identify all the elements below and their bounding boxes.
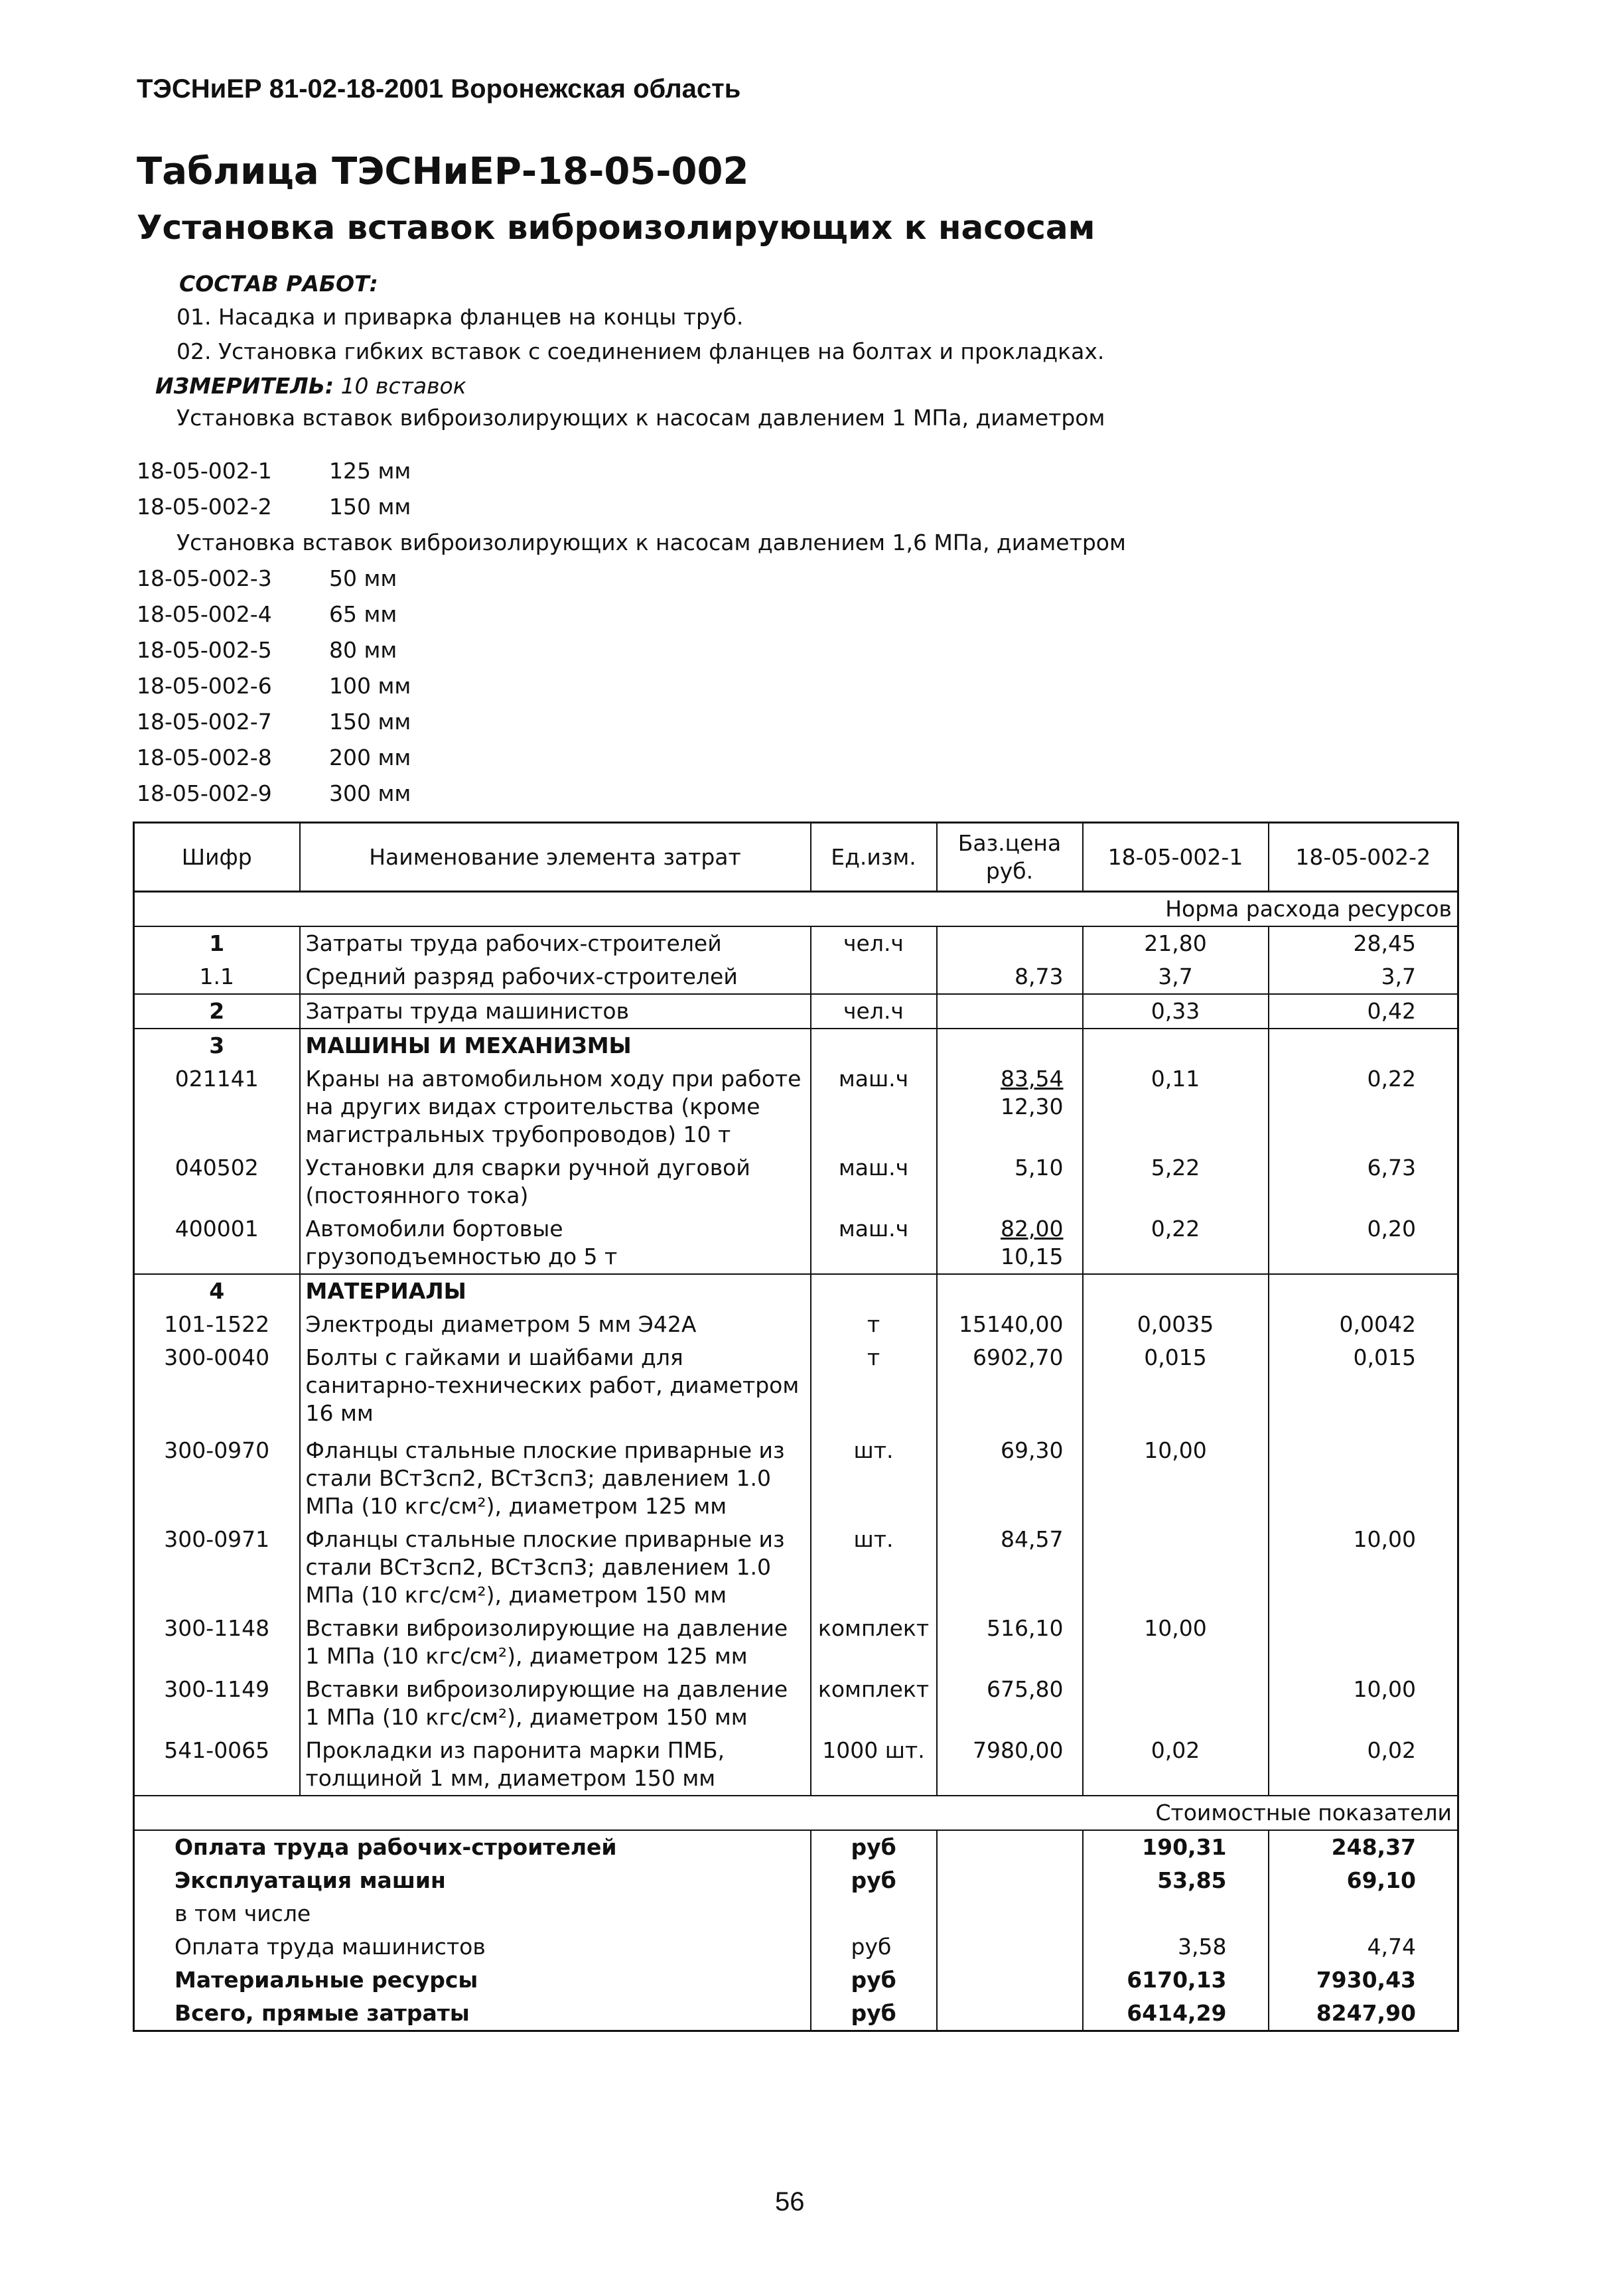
row-name: Краны на автомобильном ходу при работе на других видах строительства (кроме магистральных трубопроводов) 10 т — [300, 1062, 811, 1151]
row-price — [937, 994, 1083, 1029]
row-value-1: 0,22 — [1083, 1212, 1269, 1274]
row-value-2: 10,00 — [1269, 1673, 1458, 1734]
row-unit: чел.ч — [811, 994, 937, 1029]
table-row — [134, 1341, 1458, 1434]
norm-diameter: 150 мм — [329, 494, 411, 520]
row-name: Установки для сварки ручной дуговой (постоянного тока) — [300, 1151, 811, 1212]
row-code: 040502 — [175, 1155, 259, 1181]
meter-label: ИЗМЕРИТЕЛЬ: — [155, 373, 334, 399]
norm-code: 18-05-002-4 — [137, 601, 272, 627]
norm-diameter: 200 мм — [329, 745, 411, 770]
row-value-1: 0,33 — [1083, 994, 1269, 1029]
cost-caption: Стоимостные показатели — [134, 1796, 1458, 1830]
summary-unit: руб — [811, 1864, 937, 1897]
summary-label: Оплата труда машинистов — [175, 1934, 486, 1960]
work-item-2: 02. Установка гибких вставок с соединением фланцев на болтах и прокладках. — [176, 338, 1105, 364]
row-name: Затраты труда машинистов — [300, 994, 811, 1029]
row-value-2: 0,20 — [1269, 1212, 1458, 1274]
document-header: ТЭСНиЕР 81-02-18-2001 Воронежская область — [137, 74, 741, 104]
summary-value-2: 4,74 — [1269, 1930, 1458, 1964]
row-price: 5,10 — [937, 1151, 1083, 1212]
row-value-2: 0,22 — [1269, 1062, 1458, 1151]
row-name: Прокладки из паронита марки ПМБ, толщиной 1 мм, диаметром 150 мм — [300, 1734, 811, 1796]
row-value-2: 0,015 — [1269, 1341, 1458, 1434]
row-code: 3 — [209, 1033, 225, 1058]
price-wage: 12,30 — [1001, 1094, 1064, 1119]
row-price: 6902,70 — [937, 1341, 1083, 1434]
table-row — [134, 1612, 1458, 1673]
summary-unit: руб — [811, 1997, 937, 2031]
header-code: Шифр — [134, 823, 300, 892]
row-value-2 — [1269, 1434, 1458, 1523]
row-name: Вставки виброизолирующие на давление 1 МПа (10 кгс/см²), диаметром 150 мм — [300, 1673, 811, 1734]
row-code: 1.1 — [199, 964, 234, 989]
row-price — [937, 1062, 1083, 1151]
row-code: 541-0065 — [164, 1737, 270, 1763]
row-value-2: 28,45 — [1269, 926, 1458, 960]
header-col-1: 18-05-002-1 — [1083, 823, 1269, 892]
price-wage: 10,15 — [1001, 1244, 1064, 1269]
norm-diameter: 65 мм — [329, 601, 397, 627]
summary-label: Материальные ресурсы — [175, 1967, 478, 1993]
row-name: Электроды диаметром 5 мм Э42А — [300, 1308, 811, 1341]
row-name: Затраты труда рабочих-строителей — [300, 926, 811, 960]
header-name: Наименование элемента затрат — [300, 823, 811, 892]
norm-code: 18-05-002-6 — [137, 673, 272, 699]
row-value-2: 0,42 — [1269, 994, 1458, 1029]
row-value-1: 0,11 — [1083, 1062, 1269, 1151]
row-price — [937, 1212, 1083, 1274]
row-value-2: 6,73 — [1269, 1151, 1458, 1212]
section-title: МАШИНЫ И МЕХАНИЗМЫ — [300, 1029, 811, 1062]
row-unit: чел.ч — [811, 926, 937, 960]
work-item-1: 01. Насадка и приварка фланцев на концы труб. — [176, 304, 744, 330]
summary-unit: руб — [811, 1964, 937, 1997]
summary-row — [134, 1930, 1458, 1964]
resource-table — [133, 822, 1459, 2032]
row-unit: 1000 шт. — [811, 1734, 937, 1796]
norm-diameter: 125 мм — [329, 458, 411, 484]
row-value-1: 5,22 — [1083, 1151, 1269, 1212]
row-unit — [811, 960, 937, 994]
norm-diameter: 300 мм — [329, 780, 411, 806]
price-total: 83,54 — [1001, 1066, 1064, 1092]
row-value-1 — [1083, 1523, 1269, 1612]
row-name: Фланцы стальные плоские приварные из стали ВСт3сп2, ВСт3сп3; давлением 1.0 МПа (10 кгс/см²), диаметром 125 мм — [300, 1434, 811, 1523]
table-row — [134, 1734, 1458, 1796]
row-unit: комплект — [811, 1612, 937, 1673]
table-row — [134, 1062, 1458, 1151]
table-row — [134, 1523, 1458, 1612]
norm-code: 18-05-002-2 — [137, 494, 272, 520]
summary-row — [134, 1864, 1458, 1897]
summary-label: Эксплуатация машин — [175, 1867, 446, 1893]
row-price: 516,10 — [937, 1612, 1083, 1673]
table-title: Таблица ТЭСНиЕР-18-05-002 — [137, 150, 749, 193]
row-value-1 — [1083, 1673, 1269, 1734]
norm-diameter: 100 мм — [329, 673, 411, 699]
norm-caption-row — [134, 892, 1458, 927]
norm-code: 18-05-002-7 — [137, 709, 272, 735]
table-subtitle: Установка вставок виброизолирующих к насосам — [137, 208, 1095, 247]
norm-diameter: 150 мм — [329, 709, 411, 735]
row-code: 300-0971 — [164, 1526, 270, 1552]
norm-code: 18-05-002-1 — [137, 458, 272, 484]
row-code: 101-1522 — [164, 1311, 270, 1337]
row-code: 400001 — [175, 1216, 259, 1242]
summary-label: в том числе — [175, 1901, 311, 1926]
row-value-2 — [1269, 1612, 1458, 1673]
norm-code: 18-05-002-3 — [137, 565, 272, 591]
row-code: 2 — [209, 998, 225, 1024]
row-name: Фланцы стальные плоские приварные из стали ВСт3сп2, ВСт3сп3; давлением 1.0 МПа (10 кгс/см²), диаметром 150 мм — [300, 1523, 811, 1612]
summary-value-1: 3,58 — [1083, 1930, 1269, 1964]
section-row-machines — [134, 1029, 1458, 1062]
summary-value-1: 190,31 — [1083, 1830, 1269, 1864]
header-unit: Ед.изм. — [811, 823, 937, 892]
row-value-1: 21,80 — [1083, 926, 1269, 960]
norm-diameter: 80 мм — [329, 637, 397, 663]
group-note-text: Установка вставок виброизолирующих к насосам давлением 1,6 МПа, диаметром — [176, 530, 1126, 555]
section-title: МАТЕРИАЛЫ — [300, 1274, 811, 1308]
header-price: Баз.цена руб. — [937, 823, 1083, 892]
summary-value-1: 53,85 — [1083, 1864, 1269, 1897]
work-composition-label: СОСТАВ РАБОТ: — [179, 271, 378, 297]
row-value-2: 0,0042 — [1269, 1308, 1458, 1341]
summary-unit: руб — [811, 1930, 937, 1964]
row-value-2: 3,7 — [1269, 960, 1458, 994]
summary-value-2: 8247,90 — [1269, 1997, 1458, 2031]
price-total: 82,00 — [1001, 1216, 1064, 1242]
table-row — [134, 960, 1458, 994]
norm-caption: Норма расхода ресурсов — [134, 892, 1458, 927]
group-note-text: Установка вставок виброизолирующих к насосам давлением 1 МПа, диаметром — [176, 405, 1105, 431]
summary-row — [134, 1897, 1458, 1930]
row-price — [937, 926, 1083, 960]
row-unit: шт. — [811, 1434, 937, 1523]
row-name: Болты с гайками и шайбами для санитарно-технических работ, диаметром 16 мм — [300, 1341, 811, 1434]
row-name: Вставки виброизолирующие на давление 1 МПа (10 кгс/см²), диаметром 125 мм — [300, 1612, 811, 1673]
summary-row — [134, 1830, 1458, 1864]
row-unit: маш.ч — [811, 1151, 937, 1212]
cost-caption-row — [134, 1796, 1458, 1830]
norm-code: 18-05-002-8 — [137, 745, 272, 770]
summary-row — [134, 1964, 1458, 1997]
row-unit: т — [811, 1308, 937, 1341]
row-price: 69,30 — [937, 1434, 1083, 1523]
summary-label: Всего, прямые затраты — [175, 2000, 470, 2026]
table-row — [134, 1308, 1458, 1341]
table-header-row — [134, 823, 1458, 892]
row-value-1: 10,00 — [1083, 1612, 1269, 1673]
table-row — [134, 926, 1458, 960]
summary-value-2: 7930,43 — [1269, 1964, 1458, 1997]
summary-row — [134, 1997, 1458, 2031]
table-row — [134, 994, 1458, 1029]
row-code: 300-1149 — [164, 1676, 270, 1702]
row-value-1: 0,0035 — [1083, 1308, 1269, 1341]
row-name: Средний разряд рабочих-строителей — [300, 960, 811, 994]
summary-unit: руб — [811, 1830, 937, 1864]
row-price: 84,57 — [937, 1523, 1083, 1612]
summary-value-2: 248,37 — [1269, 1830, 1458, 1864]
row-value-1: 3,7 — [1083, 960, 1269, 994]
row-value-1: 0,015 — [1083, 1341, 1269, 1434]
table-row — [134, 1673, 1458, 1734]
row-name: Автомобили бортовые грузоподъемностью до 5 т — [300, 1212, 811, 1274]
row-value-2: 0,02 — [1269, 1734, 1458, 1796]
summary-value-1: 6414,29 — [1083, 1997, 1269, 2031]
meter-value: 10 вставок — [340, 373, 466, 399]
page-number: 56 — [775, 2187, 805, 2216]
norm-diameter: 50 мм — [329, 565, 397, 591]
row-code: 300-0970 — [164, 1437, 270, 1463]
row-unit: шт. — [811, 1523, 937, 1612]
table-row — [134, 1434, 1458, 1523]
row-price: 8,73 — [937, 960, 1083, 994]
summary-label: Оплата труда рабочих-строителей — [175, 1834, 617, 1860]
summary-value-2: 69,10 — [1269, 1864, 1458, 1897]
norm-code: 18-05-002-5 — [137, 637, 272, 663]
row-unit: комплект — [811, 1673, 937, 1734]
header-col-2: 18-05-002-2 — [1269, 823, 1458, 892]
row-code: 021141 — [175, 1066, 259, 1092]
row-code: 300-1148 — [164, 1615, 270, 1641]
row-unit: т — [811, 1341, 937, 1434]
section-row-materials — [134, 1274, 1458, 1308]
row-price: 7980,00 — [937, 1734, 1083, 1796]
row-code: 4 — [209, 1278, 225, 1304]
meter-line — [155, 373, 466, 399]
row-price: 675,80 — [937, 1673, 1083, 1734]
row-price: 15140,00 — [937, 1308, 1083, 1341]
table-row — [134, 1212, 1458, 1274]
row-value-2: 10,00 — [1269, 1523, 1458, 1612]
summary-value-1: 6170,13 — [1083, 1964, 1269, 1997]
row-unit: маш.ч — [811, 1212, 937, 1274]
norm-code: 18-05-002-9 — [137, 780, 272, 806]
row-value-1: 0,02 — [1083, 1734, 1269, 1796]
table-row — [134, 1151, 1458, 1212]
row-value-1: 10,00 — [1083, 1434, 1269, 1523]
row-code: 1 — [209, 930, 225, 956]
row-unit: маш.ч — [811, 1062, 937, 1151]
row-code: 300-0040 — [164, 1344, 270, 1370]
